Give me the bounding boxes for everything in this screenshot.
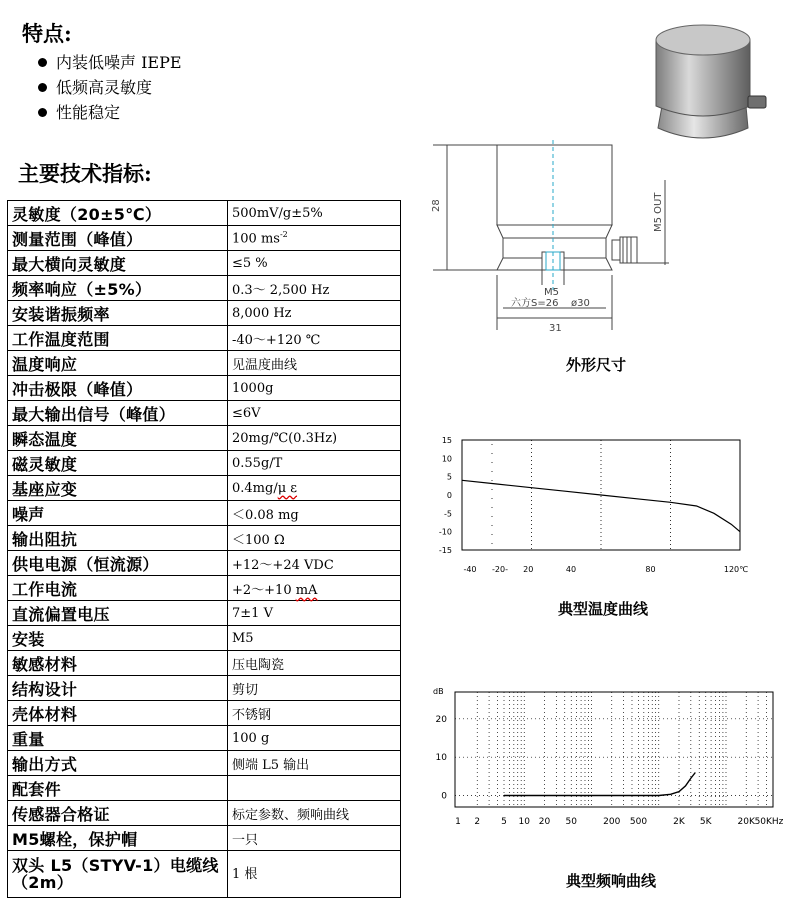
- spec-label: 输出方式: [8, 751, 228, 776]
- spec-value: ＜0.08 mg: [228, 501, 401, 526]
- x-tick-label: 2: [474, 817, 481, 827]
- spec-label: 壳体材料: [8, 701, 228, 726]
- table-row: [8, 326, 401, 351]
- table-row: [8, 251, 401, 276]
- table-row: [8, 851, 401, 898]
- spec-value: 500mV/g±5%: [228, 201, 401, 226]
- x-tick-label: 120℃: [723, 565, 749, 574]
- table-row: [8, 276, 401, 301]
- x-tick-label: 1: [455, 817, 461, 827]
- spec-value: 7±1 V: [228, 601, 401, 626]
- table-row: [8, 351, 401, 376]
- temperature-chart: [420, 430, 760, 580]
- spec-label: 冲击极限（峰值）: [8, 376, 228, 401]
- table-row: [8, 601, 401, 626]
- specs-title: 主要技术指标:: [18, 161, 152, 186]
- feature-item: 内装低噪声 IEPE: [36, 50, 182, 75]
- spec-value: 0.3～ 2,500 Hz: [228, 276, 401, 301]
- spec-value: 100 g: [228, 726, 401, 751]
- x-tick-label: 200: [603, 817, 621, 827]
- table-row: [8, 726, 401, 751]
- spec-label: 工作电流: [8, 576, 228, 601]
- spec-label: 供电电源（恒流源）: [8, 551, 228, 576]
- x-tick-label: 500: [629, 817, 648, 827]
- y-tick-label: -5: [444, 509, 452, 519]
- x-tick-label: 40: [565, 565, 577, 574]
- spec-value: [228, 576, 401, 601]
- y-tick-label: 5: [446, 472, 452, 482]
- table-row: [8, 226, 401, 251]
- spec-label: 噪声: [8, 501, 228, 526]
- spec-value: [228, 776, 401, 801]
- table-row: [8, 451, 401, 476]
- spec-label: 安装: [8, 626, 228, 651]
- dim-height-label: 28: [431, 199, 442, 212]
- x-tick-label: 50KHz: [754, 817, 784, 827]
- spec-value: ≤5 %: [228, 251, 401, 276]
- y-tick-label: -10: [438, 527, 452, 537]
- spec-value-sup: -2: [279, 229, 288, 239]
- x-tick-label: -40: [463, 565, 477, 574]
- spec-label: 最大输出信号（峰值）: [8, 401, 228, 426]
- features-title: 特点:: [22, 21, 72, 46]
- features-list: [36, 50, 182, 125]
- table-row: [8, 401, 401, 426]
- x-tick-label: -20-: [492, 565, 508, 574]
- spec-value-unit: mA: [295, 582, 318, 598]
- spec-label: 直流偏置电压: [8, 601, 228, 626]
- spec-value-text: 0.4mg/: [232, 480, 278, 496]
- y-tick-label: -15: [438, 546, 452, 555]
- y-tick-label: 10: [435, 753, 447, 764]
- table-row: [8, 751, 401, 776]
- spec-label: 最大横向灵敏度: [8, 251, 228, 276]
- dim-hex-label: 六方S=26: [511, 298, 559, 309]
- spec-label: 输出阻抗: [8, 526, 228, 551]
- spec-label: 配套件: [8, 776, 228, 801]
- y-axis-label: dB: [433, 687, 444, 696]
- spec-label: 工作温度范围: [8, 326, 228, 351]
- spec-label: M5螺栓，保护帽: [8, 826, 228, 851]
- table-row: [8, 801, 401, 826]
- x-tick-label: 10: [518, 817, 530, 827]
- spec-label: 传感器合格证: [8, 801, 228, 826]
- spec-label: 重量: [8, 726, 228, 751]
- spec-label: 安装谐振频率: [8, 301, 228, 326]
- x-tick-label: 50: [565, 817, 577, 827]
- frequency-chart: [425, 682, 795, 832]
- spec-value: 压电陶瓷: [228, 651, 401, 676]
- feature-item: 性能稳定: [36, 100, 182, 125]
- frequency-curve: [504, 773, 695, 796]
- x-tick-label: 20: [523, 565, 534, 574]
- table-row: [8, 651, 401, 676]
- table-row: [8, 301, 401, 326]
- sensor-photo: [648, 18, 768, 148]
- table-row: [8, 576, 401, 601]
- x-tick-label: 80: [645, 565, 656, 574]
- table-row: [8, 826, 401, 851]
- x-tick-label: 20K: [737, 817, 755, 827]
- spec-value-text: 100 ms: [232, 231, 280, 247]
- spec-value-unit: μ ε: [277, 480, 298, 496]
- spec-value: 8,000 Hz: [228, 301, 401, 326]
- table-row: [8, 526, 401, 551]
- y-tick-label: 10: [441, 454, 452, 464]
- table-row: [8, 776, 401, 801]
- dim-connector-label: M5 OUT: [653, 192, 664, 232]
- spec-label: 温度响应: [8, 351, 228, 376]
- table-row: [8, 551, 401, 576]
- y-tick-label: 15: [441, 436, 452, 445]
- table-row: [8, 701, 401, 726]
- table-row: [8, 501, 401, 526]
- spec-value: +12～+24 VDC: [228, 551, 401, 576]
- spec-label: 频率响应（±5%）: [8, 276, 228, 301]
- spec-value: 见温度曲线: [228, 351, 401, 376]
- spec-label: 基座应变: [8, 476, 228, 501]
- spec-value: 20mg/℃(0.3Hz): [228, 426, 401, 451]
- table-row: [8, 376, 401, 401]
- table-row: [8, 676, 401, 701]
- table-row: [8, 426, 401, 451]
- spec-value: 侧端 L5 输出: [228, 751, 401, 776]
- spec-value: ≤6V: [228, 401, 401, 426]
- spec-value: ＜100 Ω: [228, 526, 401, 551]
- spec-label: 测量范围（峰值）: [8, 226, 228, 251]
- table-row: [8, 476, 401, 501]
- spec-value: 0.55g/T: [228, 451, 401, 476]
- spec-value: 1 根: [228, 851, 401, 898]
- spec-label: 双头 L5（STYV-1）电缆线（2m）: [8, 851, 228, 898]
- dim-thread-label: M5: [544, 287, 559, 298]
- spec-label: 敏感材料: [8, 651, 228, 676]
- outline-drawing: [425, 140, 685, 340]
- spec-label: 灵敏度（20±5℃）: [8, 201, 228, 226]
- spec-label: 结构设计: [8, 676, 228, 701]
- x-tick-label: 20: [538, 817, 551, 827]
- spec-value: 不锈钢: [228, 701, 401, 726]
- y-tick-label: 0: [441, 791, 447, 802]
- table-row: [8, 626, 401, 651]
- spec-label: 瞬态温度: [8, 426, 228, 451]
- spec-value: [228, 226, 401, 251]
- spec-value: M5: [228, 626, 401, 651]
- specs-table: [7, 200, 401, 898]
- temperature-chart-caption: 典型温度曲线: [558, 600, 649, 618]
- spec-value-text: +2～+10: [232, 582, 296, 598]
- spec-value: 1000g: [228, 376, 401, 401]
- spec-value: [228, 476, 401, 501]
- table-row: [8, 201, 401, 226]
- spec-value: 剪切: [228, 676, 401, 701]
- plot-frame: [455, 692, 773, 807]
- spec-value: 标定参数、频响曲线: [228, 801, 401, 826]
- y-tick-label: 20: [435, 714, 447, 725]
- x-tick-label: 5: [501, 817, 507, 827]
- x-tick-label: 5K: [699, 817, 712, 827]
- y-tick-label: 0: [446, 491, 452, 500]
- spec-label: 磁灵敏度: [8, 451, 228, 476]
- outline-caption: 外形尺寸: [566, 356, 627, 374]
- x-tick-label: 2K: [673, 817, 685, 827]
- spec-value: 一只: [228, 826, 401, 851]
- dim-width-label: 31: [549, 323, 562, 334]
- spec-value: -40～+120 ℃: [228, 326, 401, 351]
- dim-diameter-label: ø30: [571, 298, 590, 309]
- feature-item: 低频高灵敏度: [36, 75, 182, 100]
- frequency-chart-caption: 典型频响曲线: [566, 872, 657, 890]
